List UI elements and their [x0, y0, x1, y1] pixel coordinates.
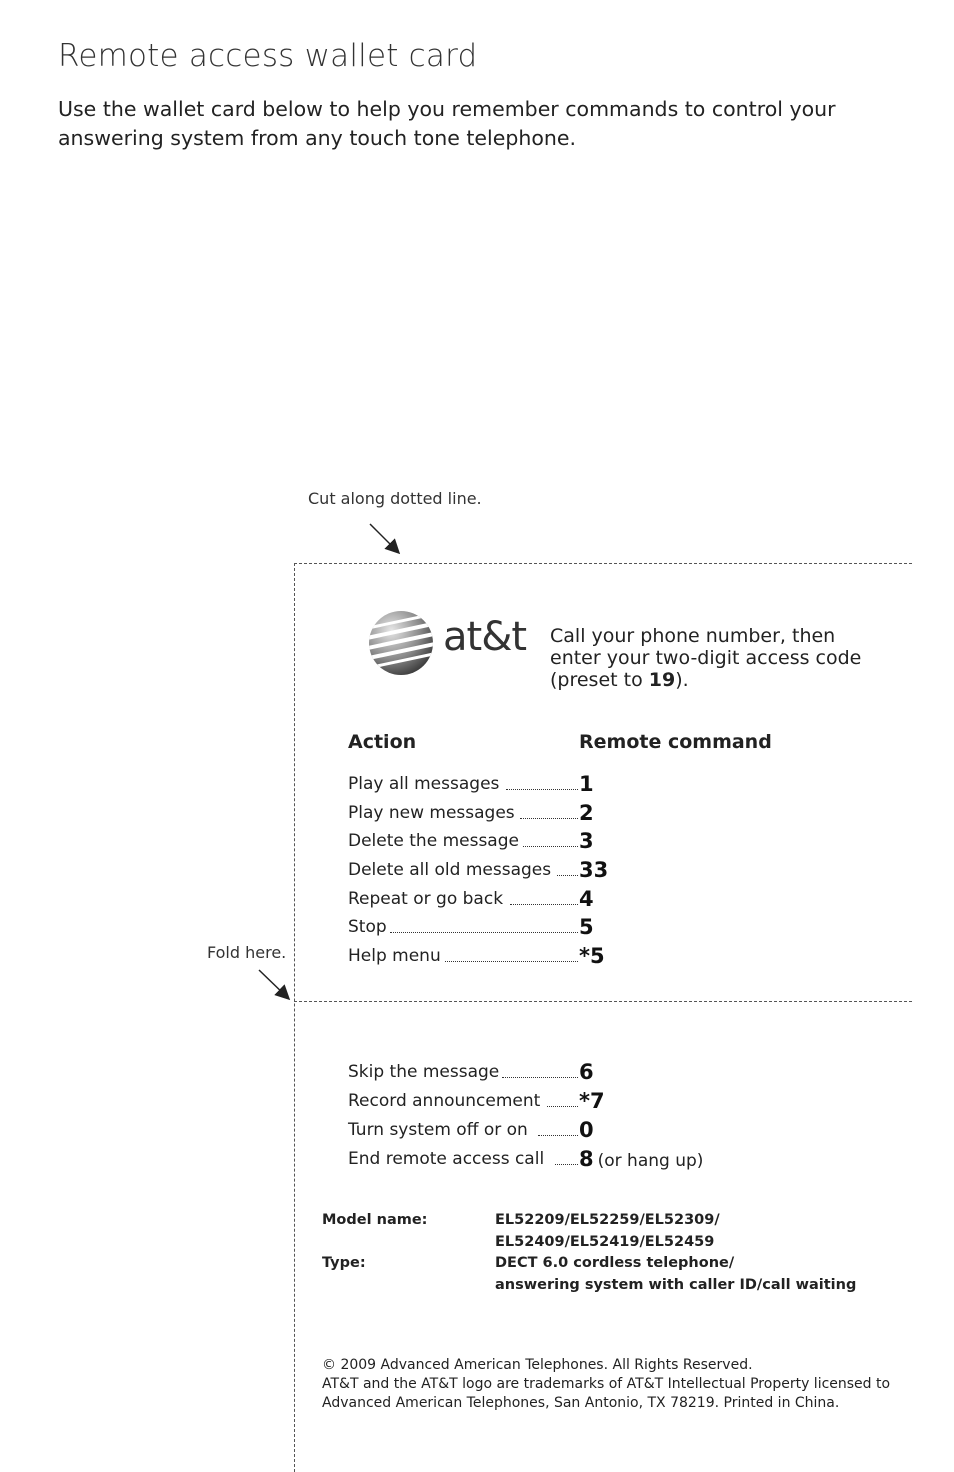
call-line-2: enter your two-digit access code — [550, 647, 862, 669]
action-label: End remote access call — [348, 1149, 545, 1169]
action-label: Record announcement — [348, 1091, 541, 1111]
list-item — [348, 1114, 648, 1143]
cut-line-top — [294, 563, 912, 564]
list-item — [348, 1085, 648, 1114]
list-item — [348, 825, 648, 854]
page-title: Remote access wallet card — [58, 38, 478, 74]
type-label: Type: — [322, 1255, 366, 1271]
cut-instruction: Cut along dotted line. — [308, 489, 482, 508]
list-item — [348, 1056, 648, 1085]
command-value: *5 — [579, 944, 605, 968]
action-label: Skip the message — [348, 1062, 500, 1082]
command-value: 3 — [579, 829, 594, 853]
call-instructions — [550, 625, 861, 691]
command-value: 0 — [579, 1118, 594, 1142]
copyright-notice: © 2009 Advanced American Telephones. All Rights Reserved. AT&T and the AT&T logo are trademarks of AT&T Intellectual Property licensed to Advanced American Telephones, San Antonio, TX 78219. Printed in China. — [322, 1357, 891, 1411]
intro-line-2: answering system from any touch tone telephone. — [58, 126, 576, 150]
command-value: 2 — [579, 801, 594, 825]
action-label: Play new messages — [348, 803, 515, 823]
type-value: DECT 6.0 cordless telephone/ answering system with caller ID/call waiting — [495, 1255, 857, 1293]
fold-instruction: Fold here. — [207, 943, 287, 962]
command-header: Remote command — [579, 731, 772, 753]
att-logo-text: at&t — [443, 614, 527, 660]
cut-arrow-icon — [370, 524, 398, 552]
cut-line-left — [294, 563, 295, 1472]
intro-line-1: Use the wallet card below to help you remember commands to control your — [58, 97, 836, 121]
list-item — [348, 911, 648, 940]
list-item — [348, 940, 648, 969]
action-label: Delete all old messages — [348, 860, 552, 880]
command-value: 6 — [579, 1060, 594, 1084]
list-item — [348, 1143, 768, 1172]
action-header: Action — [348, 731, 417, 753]
call-line-1: Call your phone number, then — [550, 625, 836, 647]
action-label: Help menu — [348, 946, 441, 966]
list-item — [348, 768, 648, 797]
command-value: *7 — [579, 1089, 605, 1113]
action-label: Repeat or go back — [348, 889, 504, 909]
command-value: 8 (or hang up) — [579, 1147, 704, 1171]
model-value: EL52209/EL52259/EL52309/ EL52409/EL52419/EL52459 — [495, 1212, 720, 1250]
list-item — [348, 883, 648, 912]
command-value: 4 — [579, 887, 594, 911]
fold-arrow-icon — [259, 970, 288, 998]
command-note: (or hang up) — [597, 1151, 704, 1171]
call-line-3: (preset to 19). — [550, 669, 689, 691]
command-value: 33 — [579, 858, 609, 882]
model-label: Model name: — [322, 1212, 428, 1228]
action-label: Stop — [348, 917, 387, 937]
action-label: Turn system off or on — [348, 1120, 528, 1140]
command-value: 1 — [579, 772, 594, 796]
action-label: Play all messages — [348, 774, 500, 794]
fold-line — [294, 1001, 912, 1002]
att-globe-icon — [366, 608, 436, 678]
command-value: 5 — [579, 915, 594, 939]
access-code: 19 — [648, 669, 676, 691]
list-item — [348, 797, 648, 826]
list-item — [348, 854, 648, 883]
action-label: Delete the message — [348, 831, 519, 851]
